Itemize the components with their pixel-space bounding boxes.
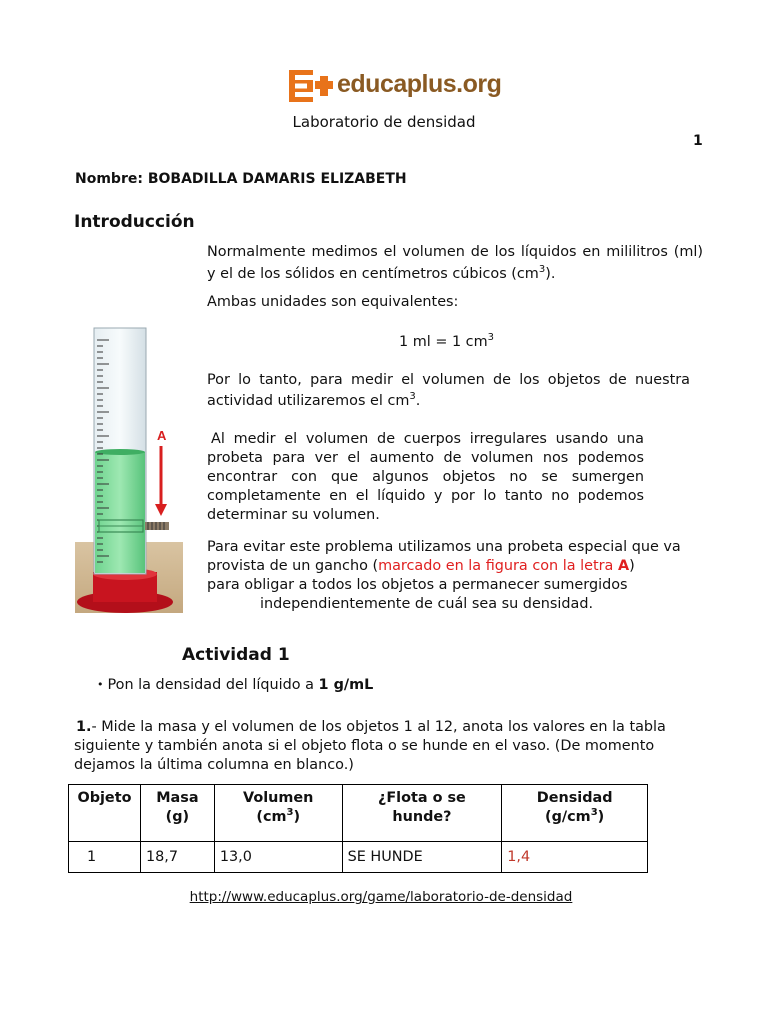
cell-volumen: 13,0 [214, 842, 342, 873]
bullet-icon: • [97, 678, 104, 691]
cell-flota: SE HUNDE [342, 842, 502, 873]
question-1: 1.- Mide la masa y el volumen de los objetos 1 al 12, anota los valores en la tabla siguiente y también anota si el objeto flota o se hunde en el vaso. (De momento dejamos la última columna en blanco.) [74, 719, 666, 773]
data-table [68, 784, 648, 873]
educaplus-logo-icon [289, 70, 333, 102]
logo-text: educaplus.org [337, 70, 502, 98]
intro-paragraph-2: Ambas unidades son equivalentes: [207, 294, 459, 310]
page-title: Laboratorio de densidad [292, 113, 476, 131]
page-number: 1 [693, 133, 703, 149]
graduated-cylinder-illustration [75, 322, 183, 613]
table-row [69, 842, 648, 873]
figure-label-a: A [157, 428, 167, 443]
intro-heading: Introducción [74, 212, 195, 232]
col-header-densidad: Densidad $(g/cm^3)$ [502, 785, 648, 842]
col-header-volumen: Volumen $(cm^3)$ [214, 785, 342, 842]
intro-paragraph-1: Normalmente medimos el volumen de los líquidos en mililitros (ml) y el de los sólidos en centímetros cúbicos $(cm^3)$. [207, 244, 703, 282]
intro-paragraph-5: Para evitar este problema utilizamos una probeta especial que va provista de un gancho (marcado en la figura con la letra A) para obligar a todos los objetos a permanecer sumergidos independientemente de cuál sea su densidad. [207, 539, 681, 612]
cell-densidad: 1,4 [502, 842, 648, 873]
equivalence-equation: 1 ml = 1 $cm^3$ [399, 332, 494, 350]
student-name-line [75, 171, 407, 187]
liquid [95, 452, 145, 573]
intro-paragraph-3: Por lo tanto, para medir el volumen de los objetos de nuestra actividad utilizaremos el $cm^3$. [207, 372, 690, 409]
cell-objeto: 1 [69, 842, 141, 873]
intro-paragraph-4: Al medir el volumen de cuerpos irregulares usando una probeta para ver el aumento de volumen nos podemos encontrar con que algunos objetos no se sumergen completamente en el líquido y por lo tanto no podemos determinar su volumen. [207, 431, 644, 523]
activity-heading: Actividad 1 [182, 645, 290, 665]
hook-handle [145, 522, 169, 530]
col-header-flota: ¿Flota o se hunde? [342, 785, 502, 842]
col-header-objeto: Objeto [69, 785, 141, 842]
source-link[interactable]: http://www.educaplus.org/game/laboratorio-de-densidad [189, 889, 573, 905]
educaplus-logo [289, 70, 502, 102]
cell-masa: 18,7 [140, 842, 214, 873]
student-name: BOBADILLA DAMARIS ELIZABETH [147, 171, 407, 187]
table-header-row [69, 785, 648, 842]
activity-bullet: • Pon la densidad del líquido a 1 g/mL [97, 677, 374, 693]
col-header-masa: Masa (g) [140, 785, 214, 842]
student-name-label: Nombre: [75, 171, 143, 187]
